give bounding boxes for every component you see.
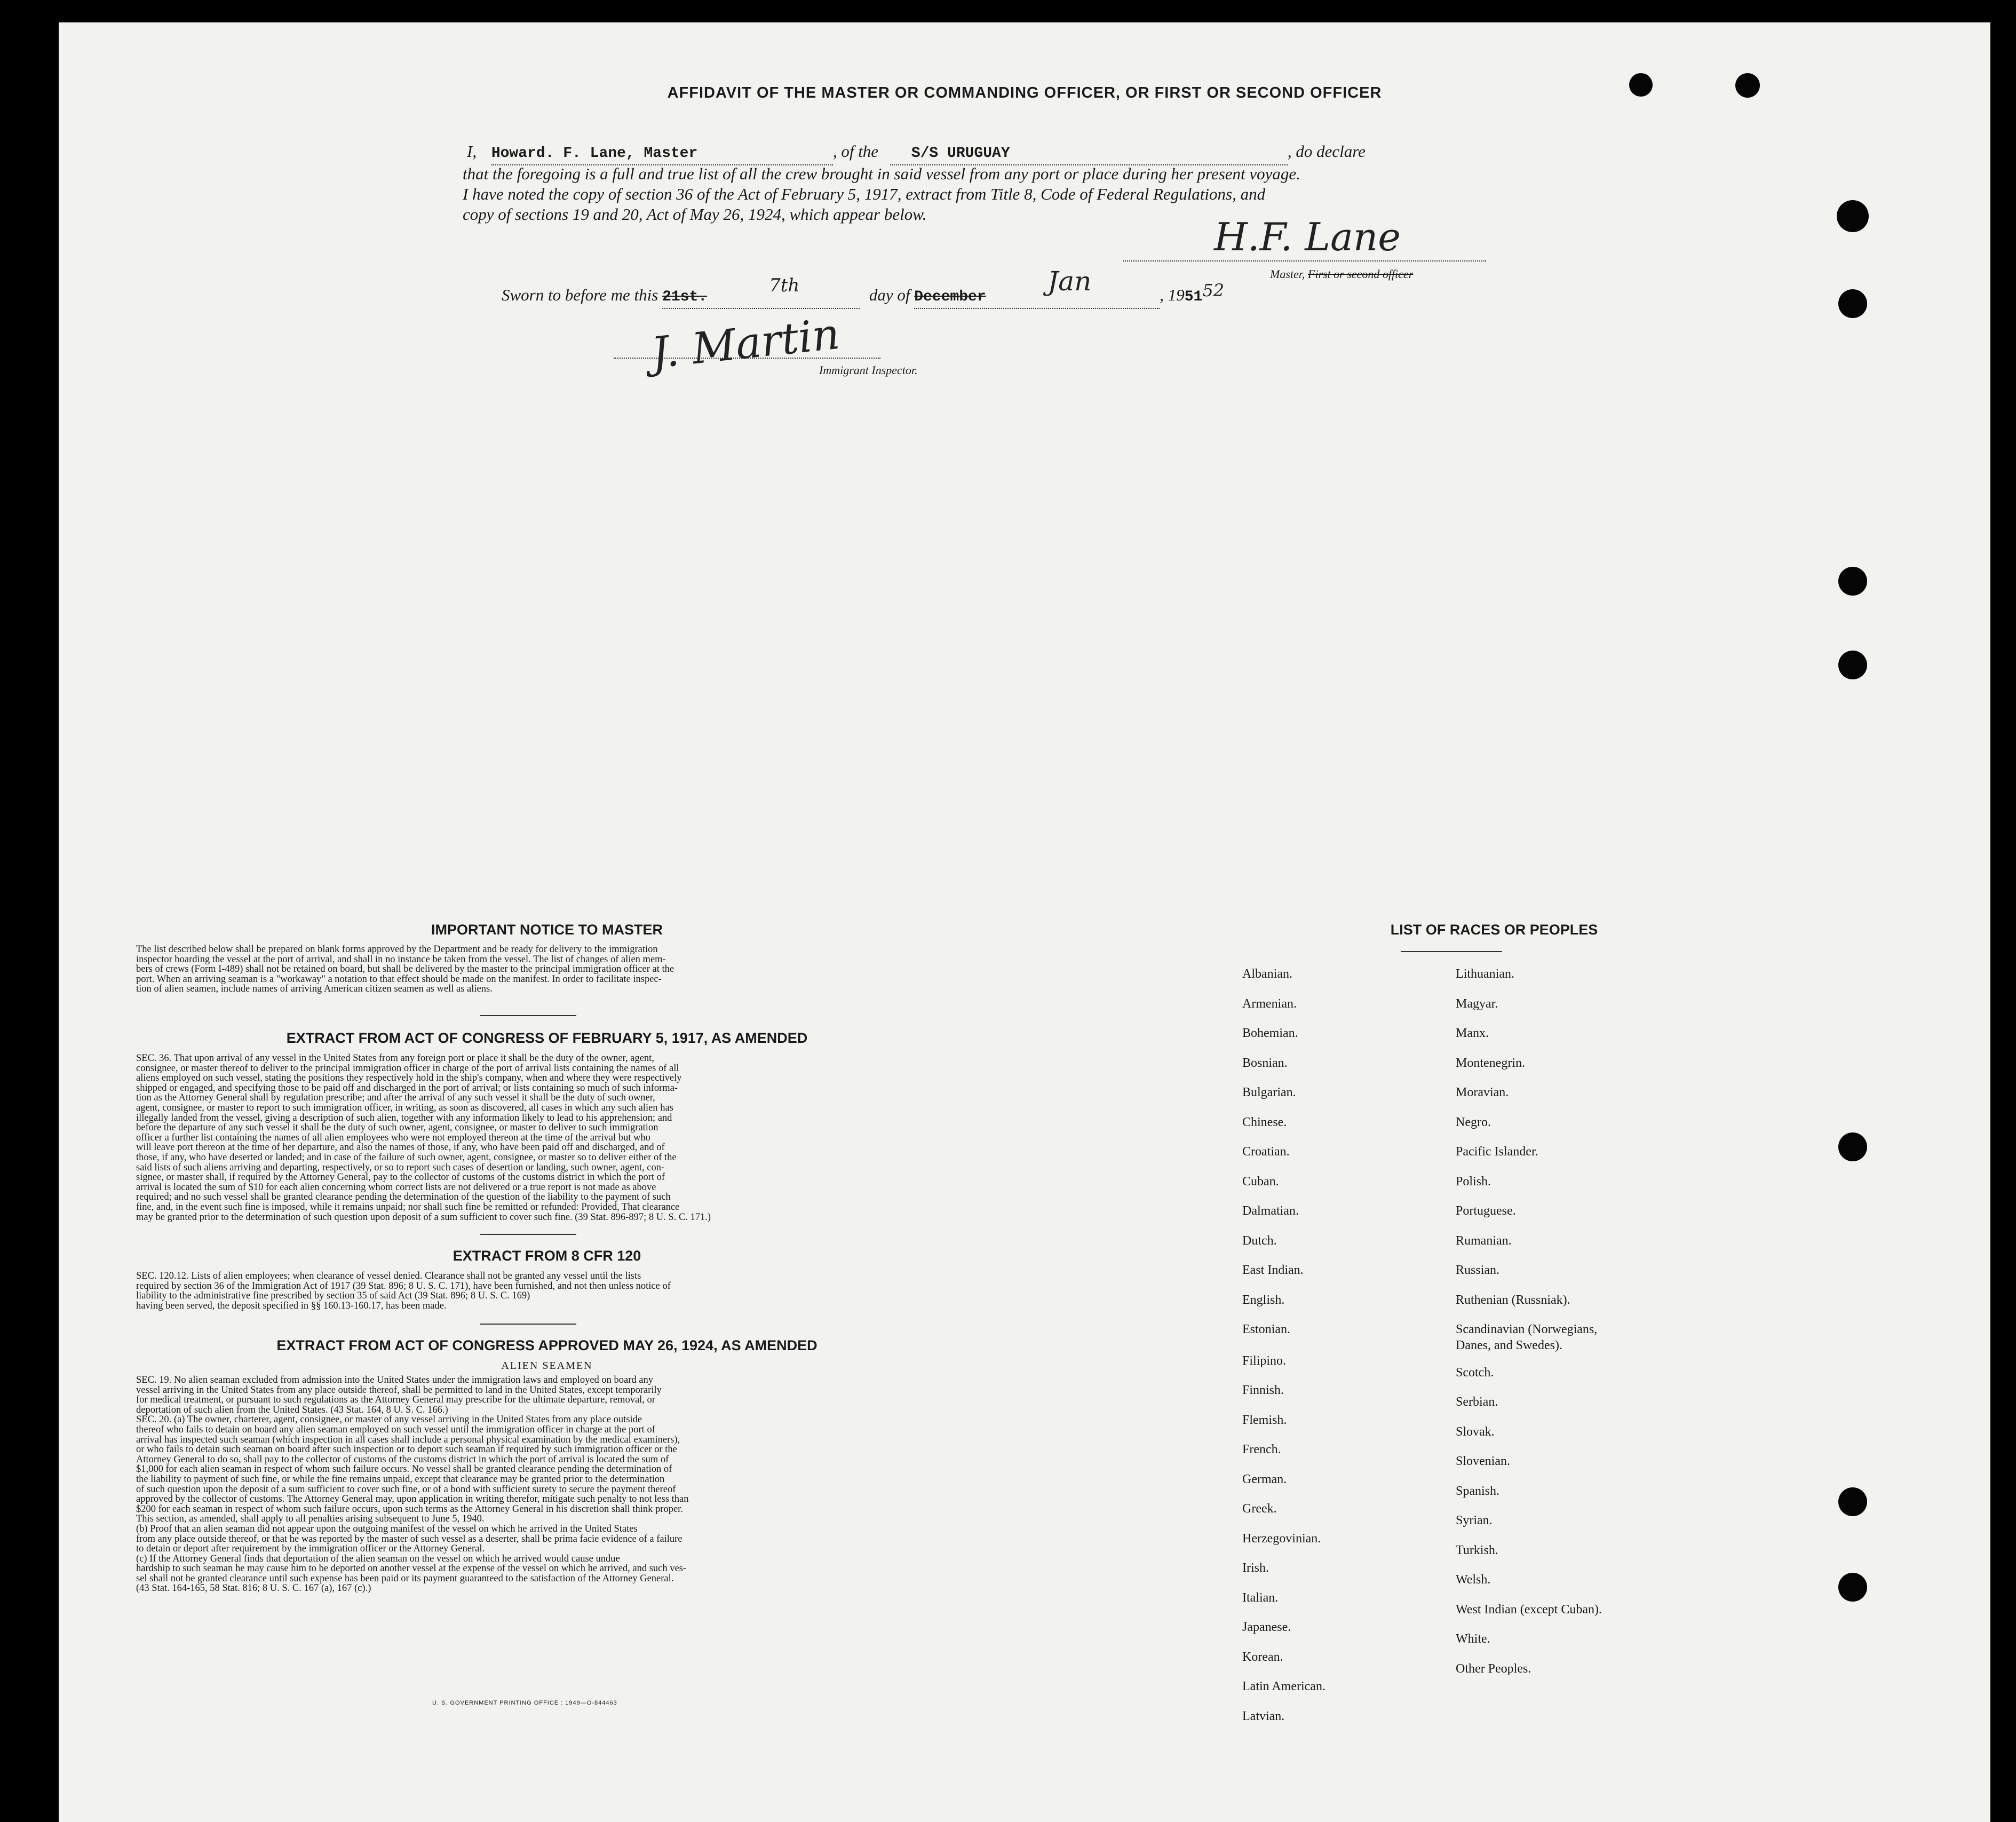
text-line: approved by the collector of customs. The Attorney General may, upon application in writing therefor, mitigate such penalty to not less than: [136, 1494, 689, 1504]
race-item: Bosnian.: [1242, 1056, 1288, 1070]
alien-seamen-subtitle: ALIEN SEAMEN: [501, 1360, 593, 1372]
race-item: Finnish.: [1242, 1383, 1284, 1397]
extract-8cfr-body: [136, 1271, 958, 1311]
race-item: Herzegovinian.: [1242, 1532, 1321, 1546]
text-line: those, if any, who have deserted or landed; and in case of the failure of such owner, agent, consignee, or master so to deliver either of the: [136, 1152, 677, 1163]
text-line: to detain or deport after requirement by the immigration officer or the Attorney General.: [136, 1544, 485, 1554]
day-of-text: day of: [869, 286, 910, 304]
section-divider: [480, 1234, 576, 1235]
race-item: Pacific Islander.: [1456, 1145, 1538, 1159]
master-signature: H.F. Lane: [1214, 215, 1401, 259]
race-item: Syrian.: [1456, 1514, 1493, 1527]
race-item: Moravian.: [1456, 1086, 1509, 1099]
declaration-line-2: that the foregoing is a full and true list of all the crew brought in said vessel from any port or place during her present voyage.: [463, 164, 1300, 183]
text-line: having been served, the deposit specified in §§ 160.13-160.17, has been made.: [136, 1301, 447, 1311]
race-item: Portuguese.: [1456, 1204, 1516, 1218]
text-line: inspector boarding the vessel at the port of arrival, and shall in no instance be taken from the vessel. The list of changes of alien mem-: [136, 954, 666, 965]
race-item: Turkish.: [1456, 1543, 1498, 1557]
of-the-text: , of the: [832, 142, 879, 161]
text-line: liability to the administrative fine prescribed by section 35 of said Act (39 Stat. 896; 8 U. S. C. 169): [136, 1291, 530, 1301]
text-line: signee, or master shall, if required by the Attorney General, pay to the collector of customs of the customs district in which the port of: [136, 1173, 665, 1183]
race-item: Dalmatian.: [1242, 1204, 1299, 1218]
race-item: English.: [1242, 1293, 1285, 1307]
race-item: Latin American.: [1242, 1680, 1326, 1693]
year-prefix: , 19: [1160, 286, 1185, 304]
race-item: Scotch.: [1456, 1366, 1494, 1380]
text-line: consignee, or master thereof to deliver to the principal immigration officer in charge of the port of arrival lists containing the names of all: [136, 1063, 679, 1074]
race-item: Welsh.: [1456, 1573, 1491, 1587]
race-item: Chinese.: [1242, 1115, 1287, 1129]
race-item: French.: [1242, 1443, 1281, 1456]
race-item: Cuban.: [1242, 1175, 1279, 1189]
extract-1924-body: [136, 1375, 958, 1594]
extract-1917-title: EXTRACT FROM ACT OF CONGRESS OF FEBRUARY 5, 1917, AS AMENDED: [286, 1030, 808, 1046]
punch-hole: [1838, 651, 1867, 679]
text-line: required; and no such vessel shall be granted clearance pending the determination of the question of the liability to the payment of such: [136, 1192, 671, 1202]
race-item: Croatian.: [1242, 1145, 1290, 1159]
race-item: Russian.: [1456, 1263, 1500, 1277]
punch-hole: [1837, 200, 1869, 232]
text-line: SEC. 20. (a) The owner, charterer, agent, consignee, or master of any vessel arriving in the United States from any place outside: [136, 1415, 642, 1425]
text-line: sel shall not be granted clearance until such expense has been paid or its payment guaranteed to the satisfaction of the Attorney General.: [136, 1573, 674, 1584]
text-line: deportation of such alien from the United States. (43 Stat. 164, 8 U. S. C. 166.): [136, 1405, 448, 1415]
race-item: Danes, and Swedes).: [1456, 1338, 1562, 1352]
text-line: for medical treatment, or pursuant to such regulations as the Attorney General may prescribe for the ultimate departure, removal, or: [136, 1395, 655, 1405]
text-line: shipped or engaged, and specifying those to be paid off and discharged in the port of arrival; or lists containing so much of such informa-: [136, 1083, 678, 1094]
race-item: Negro.: [1456, 1115, 1491, 1129]
declaration-line-1: [467, 141, 1537, 165]
race-item: Flemish.: [1242, 1413, 1287, 1427]
text-line: tion as the Attorney General shall by regulation prescribe; and after the arrival of any such vessel it shall be the duty of such owner,: [136, 1093, 655, 1103]
struck-caption: First or second officer: [1307, 267, 1414, 281]
text-line: The list described below shall be prepared on blank forms approved by the Department and be ready for delivery to the immigration: [136, 945, 658, 955]
sworn-day-handwritten: 7th: [769, 275, 800, 296]
text-line: illegally landed from the vessel, giving a description of such alien, together with any information likely to lead to his apprehension; and: [136, 1113, 672, 1123]
race-item: German.: [1242, 1472, 1287, 1486]
notice-title: IMPORTANT NOTICE TO MASTER: [431, 922, 663, 938]
section-divider: [480, 1015, 576, 1016]
text-line: SEC. 19. No alien seaman excluded from admission into the United States under the immigration laws and employed on board any: [136, 1375, 653, 1385]
race-item: Rumanian.: [1456, 1234, 1512, 1248]
race-item: Dutch.: [1242, 1234, 1277, 1248]
race-item: Slovenian.: [1456, 1454, 1510, 1468]
declaration-line-3: I have noted the copy of section 36 of the Act of February 5, 1917, extract from Title 8, Code of Federal Regulations, and: [463, 185, 1266, 203]
race-item: Italian.: [1242, 1591, 1279, 1605]
punch-hole: [1838, 567, 1867, 596]
year-typed: 51: [1184, 289, 1203, 305]
text-line: arrival has inspected such seaman (which inspection in all cases shall include a personal physical examination by the medical examiners),: [136, 1435, 680, 1445]
do-declare-text: , do declare: [1287, 142, 1366, 161]
text-line: hardship to such seaman he may cause him to be deported on another vessel at the expense of the vessel on which he arrived, and such ves-: [136, 1564, 687, 1574]
inspector-signature-line: [614, 358, 880, 359]
month-handwritten: Jan: [1047, 266, 1092, 297]
text-line: said lists of such aliens arriving and departing, respectively, or so to report such cases of desertion or landing, such owner, agent, con-: [136, 1162, 665, 1173]
text-line: (43 Stat. 164-165, 58 Stat. 816; 8 U. S. C. 167 (a), 167 (c).): [136, 1583, 371, 1594]
race-item: Japanese.: [1242, 1620, 1291, 1634]
inspector-signature: J. Martin: [649, 308, 842, 378]
notice-body: [136, 945, 958, 994]
race-item: Bohemian.: [1242, 1026, 1298, 1040]
text-line: SEC. 120.12. Lists of alien employees; when clearance of vessel denied. Clearance shall not be granted any vessel until the lists: [136, 1271, 641, 1281]
text-line: port. When an arriving seaman is a "workaway" a notation to that effect should be made on the manifest. In order to facilitate inspec-: [136, 974, 662, 985]
declaration-line-4: copy of sections 19 and 20, Act of May 26, 1924, which appear below.: [463, 205, 927, 224]
text-line: This section, as amended, shall apply to all penalties arising subsequent to June 5, 1940.: [136, 1514, 485, 1524]
text-line: bers of crews (Form I-489) shall not be retained on board, but shall be delivered by the master to the principal immigration officer at the: [136, 964, 674, 975]
punch-hole: [1838, 289, 1867, 318]
race-item: White.: [1456, 1632, 1490, 1646]
section-divider: [480, 1324, 576, 1325]
extract-8cfr-title: EXTRACT FROM 8 CFR 120: [453, 1248, 641, 1264]
vessel-name-field: S/S URUGUAY: [911, 145, 1010, 162]
punch-hole: [1838, 1487, 1867, 1516]
inspector-caption: Immigrant Inspector.: [819, 363, 918, 377]
race-item: Greek.: [1242, 1502, 1277, 1516]
race-item: Irish.: [1242, 1561, 1269, 1575]
race-item: Serbian.: [1456, 1395, 1498, 1409]
race-item: Polish.: [1456, 1175, 1491, 1189]
printing-office-footer: U. S. GOVERNMENT PRINTING OFFICE : 1949—O-844463: [432, 1700, 617, 1706]
race-item: Estonian.: [1242, 1322, 1290, 1336]
text-line: required by section 36 of the Immigration Act of 1917 (39 Stat. 896; 8 U. S. C. 171), have been furnished, and not then unless notice of: [136, 1281, 671, 1292]
races-title: LIST OF RACES OR PEOPLES: [1390, 922, 1598, 938]
race-item: Lithuanian.: [1456, 967, 1514, 981]
month-typed: December: [914, 289, 986, 305]
master-signature-line: [1123, 260, 1486, 262]
race-item: Scandinavian (Norwegians,: [1456, 1322, 1598, 1336]
text-line: fine, and, in the event such fine is imposed, while it remains unpaid; nor shall such fine be remitted or refunded: Provided, That clearance: [136, 1202, 680, 1213]
declaration-i: I,: [467, 142, 477, 161]
race-item: East Indian.: [1242, 1263, 1304, 1277]
master-name-field: Howard. F. Lane, Master: [491, 145, 698, 162]
text-line: $200 for each seaman in respect of whom such failure occurs, upon such terms as the Attorney General in his discretion shall think proper.: [136, 1504, 683, 1515]
text-line: aliens employed on such vessel, stating the positions they respectively hold in the ship's company, when and where they were respectively: [136, 1073, 682, 1083]
text-line: officer a further list containing the names of all alien employees who were not employed thereon at the time of the arrival but who: [136, 1132, 650, 1143]
race-item: Ruthenian (Russniak).: [1456, 1293, 1570, 1307]
text-line: SEC. 36. That upon arrival of any vessel in the United States from any foreign port or place it shall be the duty of the owner, agent,: [136, 1053, 654, 1064]
text-line: thereof who fails to detain on board any alien seaman employed on such vessel until the immigration officer in charge at the port of: [136, 1424, 655, 1435]
punch-hole: [1838, 1132, 1867, 1161]
text-line: vessel arriving in the United States from any place outside thereof, shall be permitted to land in the United States, except temporarily: [136, 1385, 662, 1396]
text-line: will leave port thereon at the time of her departure, and also the names of those, if any, who have been paid off and discharged, and of: [136, 1143, 665, 1153]
document-page: [59, 22, 1990, 1822]
extract-1924-title: EXTRACT FROM ACT OF CONGRESS APPROVED MAY 26, 1924, AS AMENDED: [276, 1337, 817, 1353]
races-title-underline: [1401, 951, 1502, 952]
text-line: tion of alien seamen, include names of arriving American citizen seamen as well as aliens.: [136, 984, 493, 994]
sworn-day-struck: 21st.: [662, 289, 708, 305]
race-item: Other Peoples.: [1456, 1662, 1531, 1676]
sworn-text: Sworn to before me this: [502, 286, 658, 304]
sworn-line: [502, 266, 1334, 309]
text-line: the liability to payment of such fine, or while the fine remains unpaid, except that clearance may be granted prior to the determination: [136, 1474, 665, 1485]
text-line: or who fails to detain such seaman on board after such inspection or to deport such seaman if required by such immigration officer or the: [136, 1445, 677, 1455]
text-line: from any place outside thereof, or that he was reported by the master of such vessel as a deserter, shall be prima facie evidence of a failure: [136, 1534, 682, 1544]
race-item: West Indian (except Cuban).: [1456, 1603, 1602, 1617]
text-line: Attorney General to do so, shall pay to the collector of customs of the customs district in which the port of arrival is located the sum of: [136, 1454, 669, 1465]
punch-hole: [1838, 1573, 1867, 1602]
race-item: Montenegrin.: [1456, 1056, 1525, 1070]
text-line: (c) If the Attorney General finds that deportation of the alien seaman on the vessel on which he arrived would cause undue: [136, 1554, 620, 1564]
affidavit-title: AFFIDAVIT OF THE MASTER OR COMMANDING OFFICER, OR FIRST OR SECOND OFFICER: [667, 84, 1382, 101]
text-line: may be granted prior to the determination of such question upon deposit of a sum sufficient to cover such fine. (39 Stat. 896-897; 8 U. S. C. 171.): [136, 1212, 711, 1223]
year-handwritten: 52: [1202, 280, 1225, 300]
race-item: Armenian.: [1242, 997, 1297, 1011]
race-item: Filipino.: [1242, 1354, 1287, 1368]
text-line: agent, consignee, or master to report to such immigration officer, in writing, as soon as discovered, all cases in which any such alien has: [136, 1103, 673, 1113]
master-caption: Master, First or second officer: [1270, 267, 1414, 281]
race-item: Albanian.: [1242, 967, 1292, 981]
race-item: Spanish.: [1456, 1484, 1500, 1498]
race-item: Korean.: [1242, 1650, 1283, 1664]
text-line: arrival is located the sum of $10 for each alien concerning whom correct lists are not delivered or a true report is not made as above: [136, 1182, 656, 1193]
race-item: Manx.: [1456, 1026, 1489, 1040]
text-line: before the departure of any such vessel it shall be the duty of such owner, agent, consignee, or master to deliver to such immigration: [136, 1123, 658, 1133]
text-line: (b) Proof that an alien seaman did not appear upon the outgoing manifest of the vessel on which he arrived in the United States: [136, 1524, 638, 1534]
text-line: of such question upon the deposit of a sum sufficient to cover such fine, or of a bond with sufficient surety to secure the payment thereof: [136, 1484, 676, 1495]
extract-1917-body: [136, 1053, 958, 1222]
race-item: Bulgarian.: [1242, 1086, 1296, 1099]
race-item: Latvian.: [1242, 1709, 1285, 1723]
race-item: Magyar.: [1456, 997, 1498, 1011]
race-item: Slovak.: [1456, 1425, 1495, 1439]
text-line: $1,000 for each alien seaman in respect of whom such failure occurs. No vessel shall be granted clearance pending the determination of: [136, 1464, 672, 1475]
